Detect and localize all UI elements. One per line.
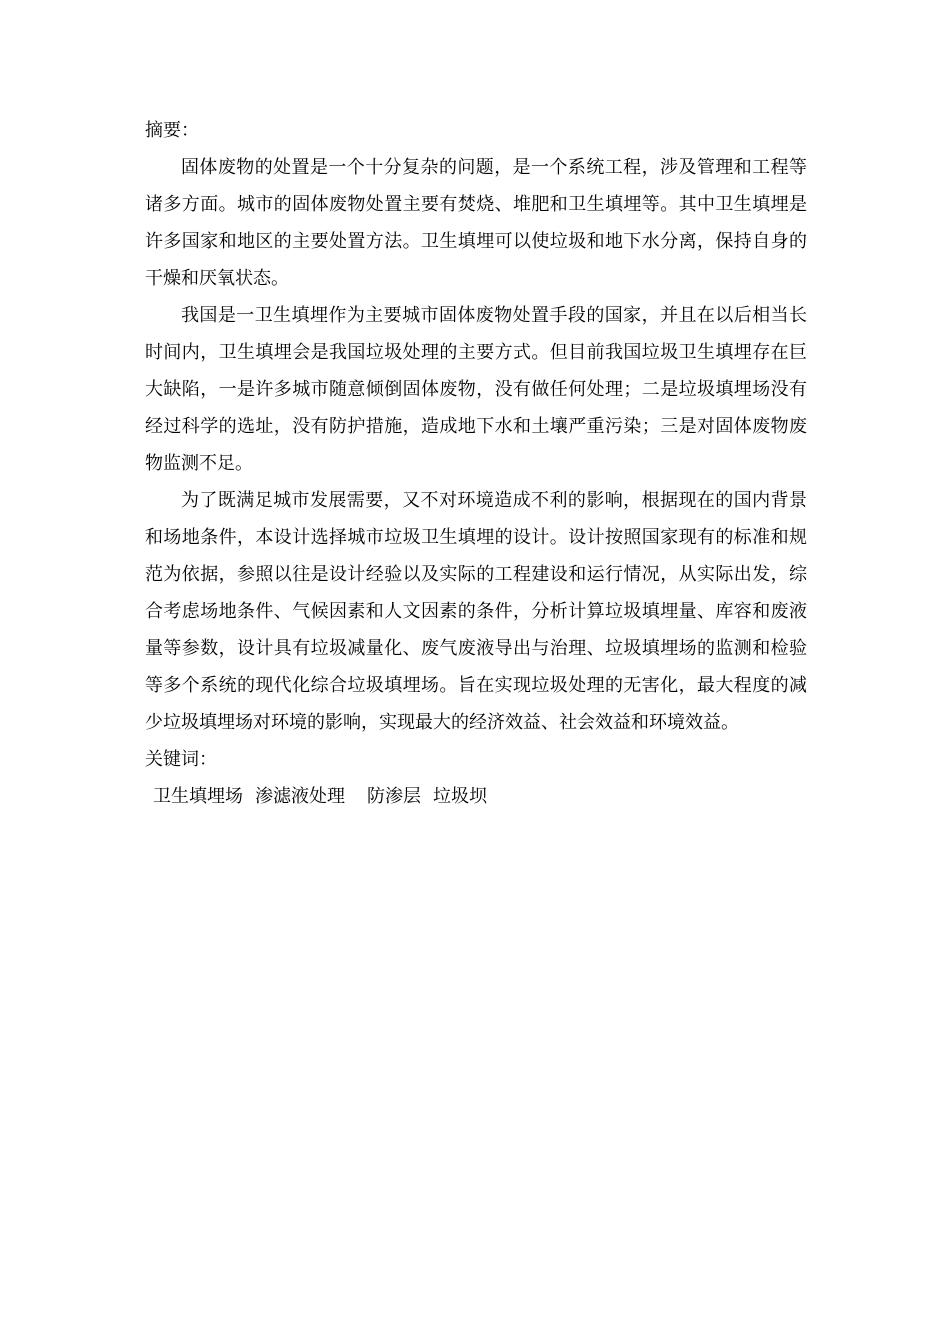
keyword-item: 渗滤液处理 [255,786,345,807]
abstract-paragraph-1: 固体废物的处置是一个十分复杂的问题，是一个系统工程，涉及管理和工程等诸多方面。城市的固体废物处置主要有焚烧、堆肥和卫生填埋等。其中卫生填埋是许多国家和地区的主要处置方法。卫生填埋可以使垃圾和地下水分离，保持自身的干燥和厌氧状态。 [145,157,807,289]
abstract-paragraph-3: 为了既满足城市发展需要，又不对环境造成不利的影响，根据现在的国内背景和场地条件，本设计选择城市垃圾卫生填埋的设计。设计按照国家现有的标准和规范为依据，参照以往是设计经验以及实际的工程建设和运行情况，从实际出发，综合考虑场地条件、气候因素和人文因素的条件，分析计算垃圾填埋量、库容和废液量等参数，设计具有垃圾减量化、废气废液导出与治理、垃圾填埋场的监测和检验等多个系统的现代化综合垃圾填埋场。旨在实现垃圾处理的无害化，最大程度的减少垃圾填埋场对环境的影响，实现最大的经济效益、社会效益和环境效益。 [145,490,807,733]
abstract-paragraph-2: 我国是一卫生填埋作为主要城市固体废物处置手段的国家，并且在以后相当长时间内，卫生填埋会是我国垃圾处理的主要方式。但目前我国垃圾卫生填埋存在巨大缺陷，一是许多城市随意倾倒固体废物，没有做任何处理；二是垃圾填埋场没有经过科学的选址，没有防护措施，造成地下水和土壤严重污染；三是对固体废物废物监测不足。 [145,305,807,474]
keyword-item: 卫生填埋场 [153,786,243,807]
keyword-item: 垃圾坝 [433,786,487,807]
keywords-list [145,778,807,815]
keywords-heading: 关键词： [145,749,217,770]
document-page [145,112,807,815]
abstract-heading: 摘要： [145,120,199,141]
keyword-item: 防渗层 [367,786,421,807]
